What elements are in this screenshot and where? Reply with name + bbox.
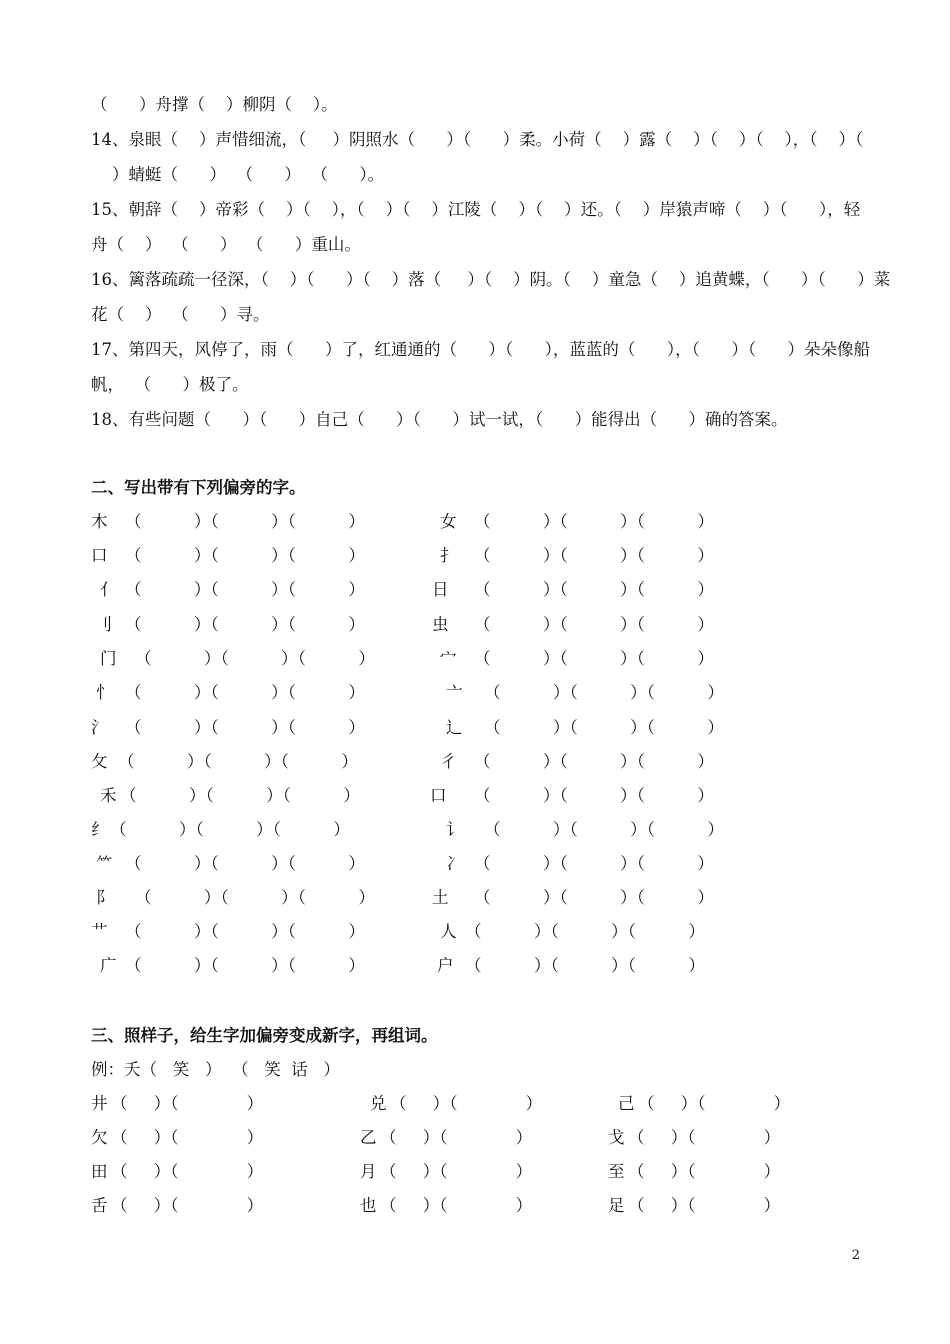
base-char: 井 [91,1094,108,1113]
blank-group: （ ）（ ）（ ） [484,718,724,737]
radical-right: 户 [437,956,454,975]
radical-right: 扌 [440,546,457,565]
radical-left: 艹 [91,922,108,941]
radical-left: 亻 [100,580,117,599]
radical-right: 冫 [446,854,463,873]
blank-group: （ ）（ ）（ ） [474,888,714,907]
radical-right: 口 [430,786,447,805]
base-char: 月 [360,1162,377,1181]
poem-line-7: 花（ ） （ ）寻。 [91,305,270,324]
radical-left: 氵 [91,718,108,737]
blank-group: （ ）（ ） [638,1094,791,1113]
blank-group: （ ）（ ）（ ） [125,580,365,599]
poem-line-10: 18、有些问题（ ）（ ）自己（ ）（ ）试一试，（ ）能得出（ ）确的答案。 [91,410,788,429]
blank-group: （ ）（ ）（ ） [125,615,365,634]
base-char: 至 [608,1162,625,1181]
blank-group: （ ）（ ）（ ） [135,888,375,907]
section-3-title: 三、照样子，给生字加偏旁变成新字，再组词。 [91,1026,438,1045]
radical-left: 刂 [96,615,113,634]
blank-group: （ ）（ ）（ ） [474,512,714,531]
radical-left: 木 [91,512,108,531]
poem-line-6: 16、篱落疏疏一径深，（ ）（ ）（ ）落（ ）（ ）阴。（ ）童急（ ）追黄蝶，（ ）（ ）菜 [91,270,891,289]
radical-right: 讠 [446,820,463,839]
poem-line-8: 17、第四天，风停了，雨（ ）了，红通通的（ ）（ ），蓝蓝的（ ），（ ）（ ）朵朵像船 [91,340,871,359]
blank-group: （ ）（ ）（ ） [110,820,350,839]
blank-group: （ ）（ ）（ ） [125,854,365,873]
base-char: 也 [360,1196,377,1215]
radical-right: 人 [440,922,457,941]
blank-group: （ ）（ ） [380,1128,533,1147]
blank-group: （ ）（ ）（ ） [125,683,365,702]
radical-left: 阝 [96,888,113,907]
blank-group: （ ）（ ）（ ） [125,546,365,565]
radical-right: 土 [432,888,449,907]
radical-left: 攵 [91,752,108,771]
blank-group: （ ）（ ）（ ） [484,683,724,702]
blank-group: （ ）（ ） [111,1128,264,1147]
poem-line-5: 舟（ ） （ ） （ ）重山。 [91,235,361,254]
blank-group: （ ）（ ）（ ） [474,649,714,668]
blank-group: （ ）（ ）（ ） [125,922,365,941]
blank-group: （ ）（ ） [111,1196,264,1215]
base-char: 田 [91,1162,108,1181]
blank-group: （ ）（ ）（ ） [474,615,714,634]
base-char: 己 [618,1094,635,1113]
base-char: 乙 [360,1128,377,1147]
blank-group: （ ）（ ） [628,1162,781,1181]
page-number: 2 [851,1248,860,1263]
blank-group: （ ）（ ） [111,1094,264,1113]
example-line: 例：夭（ 笑 ） （ 笑 话 ） [91,1060,340,1079]
blank-group: （ ）（ ）（ ） [474,546,714,565]
blank-group: （ ）（ ）（ ） [474,854,714,873]
blank-group: （ ）（ ）（ ） [135,649,375,668]
radical-right: 女 [440,512,457,531]
base-char: 兑 [370,1094,387,1113]
radical-left: 纟 [91,820,108,839]
blank-group: （ ）（ ） [380,1196,533,1215]
base-char: 足 [608,1196,625,1215]
base-char: 舌 [91,1196,108,1215]
radical-left: 忄 [96,683,113,702]
blank-group: （ ）（ ）（ ） [474,786,714,805]
radical-left: 口 [91,546,108,565]
radical-left: ⺮ [96,854,113,873]
blank-group: （ ）（ ） [111,1162,264,1181]
blank-group: （ ）（ ） [390,1094,543,1113]
poem-line-4: 15、朝辞（ ）帝彩（ ）（ ），（ ）（ ）江陵（ ）（ ）还。（ ）岸猿声啼（ ）（ ），轻 [91,200,861,219]
poem-line-1: （ ）舟撑（ ）柳阴（ ）。 [91,95,338,114]
blank-group: （ ）（ ）（ ） [118,752,358,771]
radical-right: 虫 [432,615,449,634]
blank-group: （ ）（ ）（ ） [125,718,365,737]
blank-group: （ ）（ ）（ ） [465,956,705,975]
radical-left: 禾 [100,786,117,805]
radical-left: 广 [100,956,117,975]
base-char: 戈 [608,1128,625,1147]
blank-group: （ ）（ ）（ ） [465,922,705,941]
blank-group: （ ）（ ）（ ） [474,752,714,771]
blank-group: （ ）（ ）（ ） [125,956,365,975]
blank-group: （ ）（ ）（ ） [474,580,714,599]
blank-group: （ ）（ ）（ ） [120,786,360,805]
section-2-title: 二、写出带有下列偏旁的字。 [91,478,306,497]
radical-right: 宀 [440,649,457,668]
base-char: 欠 [91,1128,108,1147]
blank-group: （ ）（ ） [628,1196,781,1215]
radical-right: 辶 [446,718,463,737]
blank-group: （ ）（ ）（ ） [125,512,365,531]
poem-line-2: 14、泉眼（ ）声惜细流，（ ）阴照水（ ）（ ）柔。小荷（ ）露（ ）（ ）（ ），（ ）（ [91,130,864,149]
radical-right: 彳 [440,752,457,771]
radical-left: 门 [100,649,117,668]
blank-group: （ ）（ ） [628,1128,781,1147]
radical-right: 日 [432,580,449,599]
poem-line-9: 帆， （ ）极了。 [91,375,249,394]
blank-group: （ ）（ ） [380,1162,533,1181]
radical-right: 亠 [446,683,463,702]
poem-line-3: ）蜻蜓（ ） （ ） （ ）。 [91,165,385,184]
blank-group: （ ）（ ）（ ） [484,820,724,839]
